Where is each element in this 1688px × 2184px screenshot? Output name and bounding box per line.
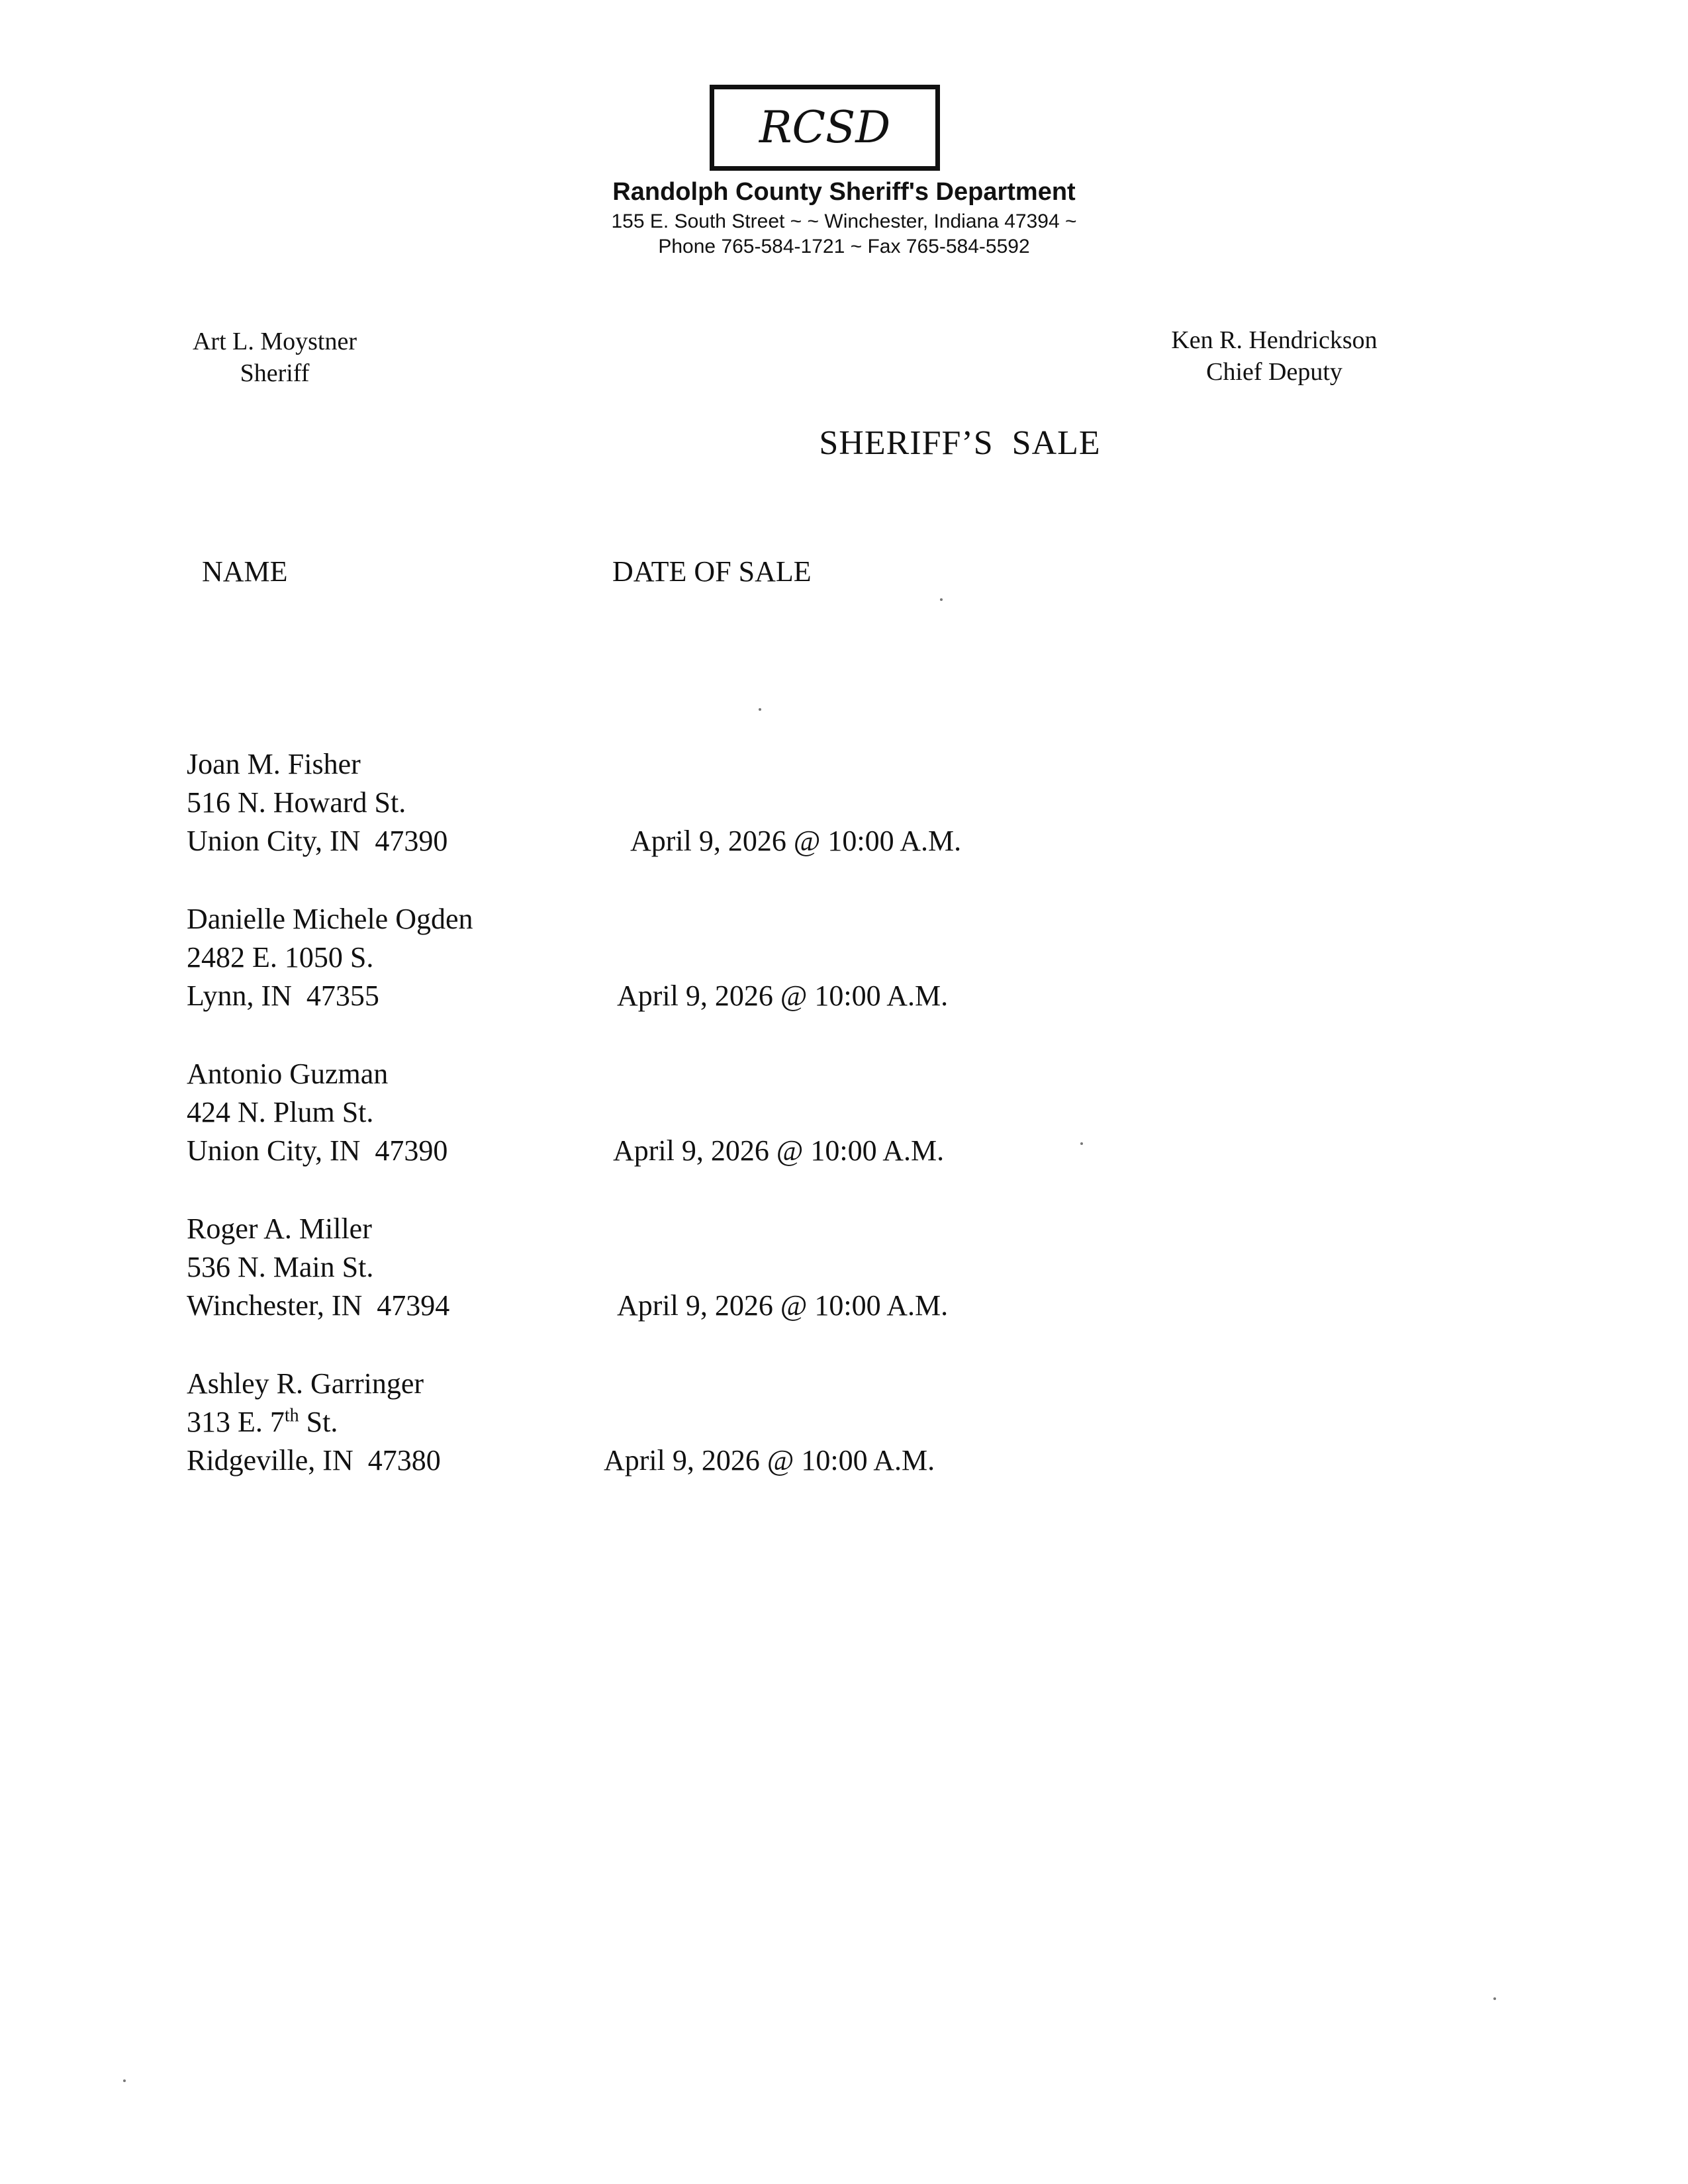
sale-entry — [187, 900, 597, 1015]
column-header-name: NAME — [202, 555, 288, 588]
scan-speck — [1493, 1997, 1496, 2000]
entry-street: 536 N. Main St. — [187, 1251, 374, 1283]
entry-sale-date: April 9, 2026 @ 10:00 A.M. — [604, 1444, 935, 1477]
entry-name: Danielle Michele Ogden — [187, 903, 473, 935]
department-name: Randolph County Sheriff's Department — [612, 178, 1076, 206]
entry-street: 313 E. 7th St. — [187, 1405, 338, 1438]
department-phone-fax: Phone 765-584-1721 ~ Fax 765-584-5592 — [658, 236, 1030, 257]
entry-city: Union City, IN 47390 — [187, 825, 448, 857]
rcsd-logo — [710, 85, 940, 171]
entry-sale-date: April 9, 2026 @ 10:00 A.M. — [630, 825, 962, 857]
column-header-date: DATE OF SALE — [612, 555, 812, 588]
scan-speck — [1080, 1142, 1083, 1145]
department-address: 155 E. South Street ~ ~ Winchester, Indiana 47394 ~ — [611, 210, 1077, 232]
chief-deputy-block — [1139, 324, 1410, 388]
entry-street: 2482 E. 1050 S. — [187, 941, 374, 974]
sale-entry — [187, 1055, 597, 1170]
chief-deputy-title: Chief Deputy — [1206, 358, 1342, 386]
sheriff-block — [165, 326, 384, 389]
sale-entry — [187, 1210, 597, 1325]
entry-name: Antonio Guzman — [187, 1058, 389, 1090]
sheriff-name: Art L. Moystner — [192, 328, 357, 355]
document-title: SHERIFF’S SALE — [819, 424, 1101, 462]
svg-text:RCSD: RCSD — [759, 102, 891, 153]
entry-street: 516 N. Howard St. — [187, 786, 406, 819]
sheriff-title: Sheriff — [240, 359, 310, 387]
scan-speck — [940, 598, 943, 601]
entry-street: 424 N. Plum St. — [187, 1096, 374, 1128]
scan-speck — [759, 708, 761, 711]
entry-city: Winchester, IN 47394 — [187, 1289, 450, 1322]
scan-speck — [123, 2079, 126, 2082]
entry-city: Lynn, IN 47355 — [187, 979, 379, 1012]
entry-name: Roger A. Miller — [187, 1212, 372, 1245]
entry-name: Joan M. Fisher — [187, 748, 361, 780]
entry-sale-date: April 9, 2026 @ 10:00 A.M. — [617, 1289, 949, 1322]
entry-name: Ashley R. Garringer — [187, 1367, 424, 1400]
entry-city: Ridgeville, IN 47380 — [187, 1444, 441, 1477]
rcsd-logo-lettering — [759, 95, 891, 161]
sale-entry — [187, 1365, 597, 1480]
entry-city: Union City, IN 47390 — [187, 1134, 448, 1167]
chief-deputy-name: Ken R. Hendrickson — [1171, 326, 1378, 354]
entry-sale-date: April 9, 2026 @ 10:00 A.M. — [613, 1134, 945, 1167]
sale-entry — [187, 745, 597, 860]
entry-sale-date: April 9, 2026 @ 10:00 A.M. — [617, 979, 949, 1012]
